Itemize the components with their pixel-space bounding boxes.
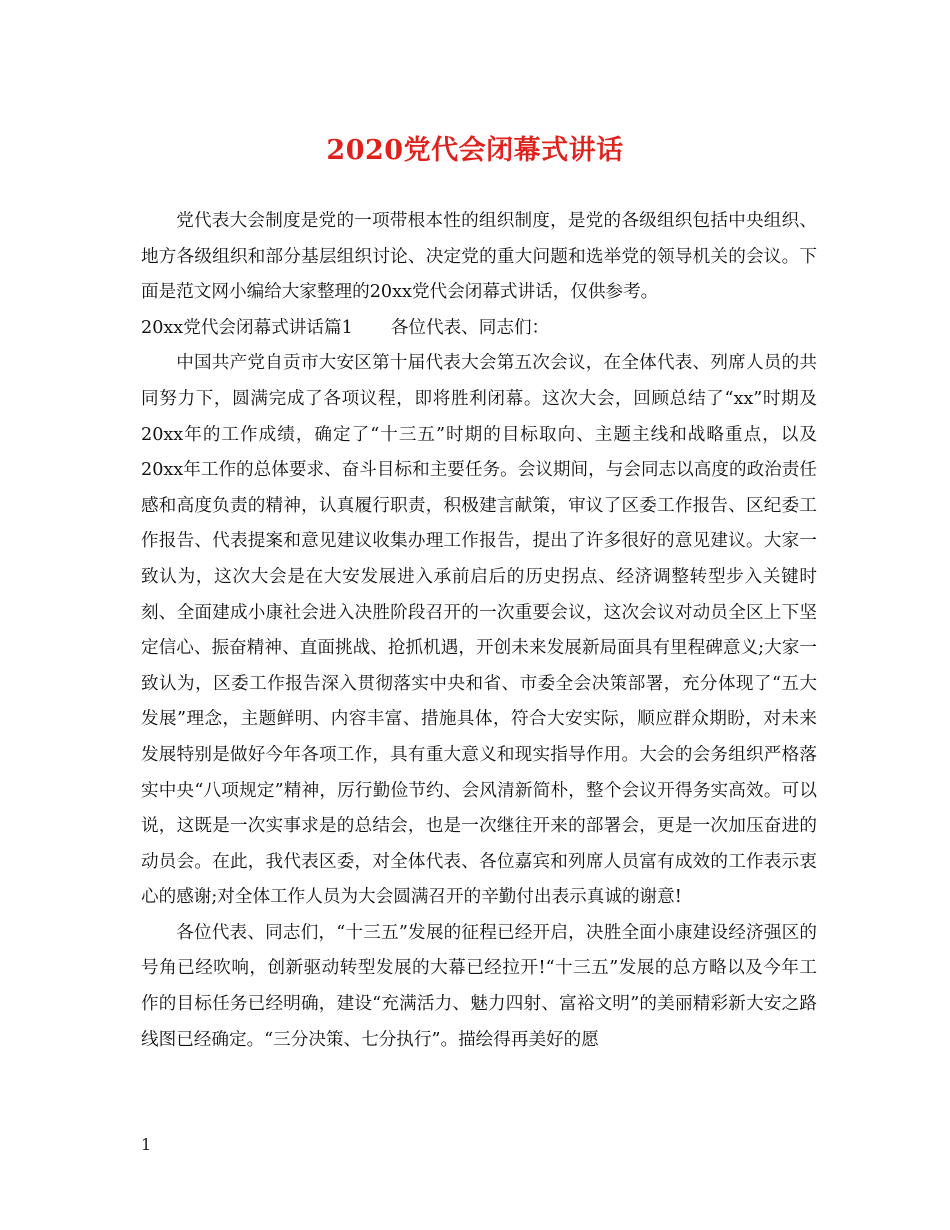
page-number: 1 xyxy=(141,1135,152,1154)
intro-paragraph: 党代表大会制度是党的一项带根本性的组织制度，是党的各级组织包括中央组织、地方各级组织和部分基层组织讨论、决定党的重大问题和选举党的领导机关的会议。下面是范文网小编给大家整理的20xx党代会闭幕式讲话，仅供参考。 xyxy=(141,211,817,303)
document-title: 2020党代会闭幕式讲话 xyxy=(326,135,624,166)
body-paragraph-2: 各位代表、同志们，“十三五”发展的征程已经开启，决胜全面小康建设经济强区的号角已经吹响，创新驱动转型发展的大幕已经拉开!“十三五”发展的总方略以及今年工作的目标任务已经明确，建设“充满活力、魅力四射、富裕文明”的美丽精彩新大安之路线图已经确定。“三分决策、七分执行”。描绘得再美好的愿 xyxy=(141,922,817,1050)
section-heading: 20xx党代会闭幕式讲话篇1 xyxy=(141,317,353,338)
section-heading-line xyxy=(141,311,817,347)
body-paragraph-1: 中国共产党自贡市大安区第十届代表大会第五次会议，在全体代表、列席人员的共同努力下，圆满完成了各项议程，即将胜利闭幕。这次大会，回顾总结了“xx”时期及20xx年的工作成绩，确定了“十三五”时期的目标取向、主题主线和战略重点，以及20xx年工作的总体要求、奋斗目标和主要任务。会议期间，与会同志以高度的政治责任感和高度负责的精神，认真履行职责，积极建言献策，审议了区委工作报告、区纪委工作报告、代表提案和意见建议收集办理工作报告，提出了许多很好的意见建议。大家一致认为，这次大会是在大安发展进入承前启后的历史拐点、经济调整转型步入关键时刻、全面建成小康社会进入决胜阶段召开的一次重要会议，这次会议对动员全区上下坚定信心、振奋精神、直面挑战、抢抓机遇，开创未来发展新局面具有里程碑意义;大家一致认为，区委工作报告深入贯彻落实中央和省、市委全会决策部署，充分体现了“五大发展”理念，主题鲜明、内容丰富、措施具体，符合大安实际，顺应群众期盼，对未来发展特别是做好今年各项工作，具有重大意义和现实指导作用。大会的会务组织严格落实中央“八项规定”精神，厉行勤俭节约、会风清新简朴，整个会议开得务实高效。可以说，这既是一次实事求是的总结会，也是一次继往开来的部署会，更是一次加压奋进的动员会。在此，我代表区委，对全体代表、各位嘉宾和列席人员富有成效的工作表示衷心的感谢;对全体工作人员为大会圆满召开的辛勤付出表示真诚的谢意! xyxy=(141,353,817,908)
salutation: 各位代表、同志们： xyxy=(390,317,550,338)
document-body xyxy=(141,204,817,1058)
